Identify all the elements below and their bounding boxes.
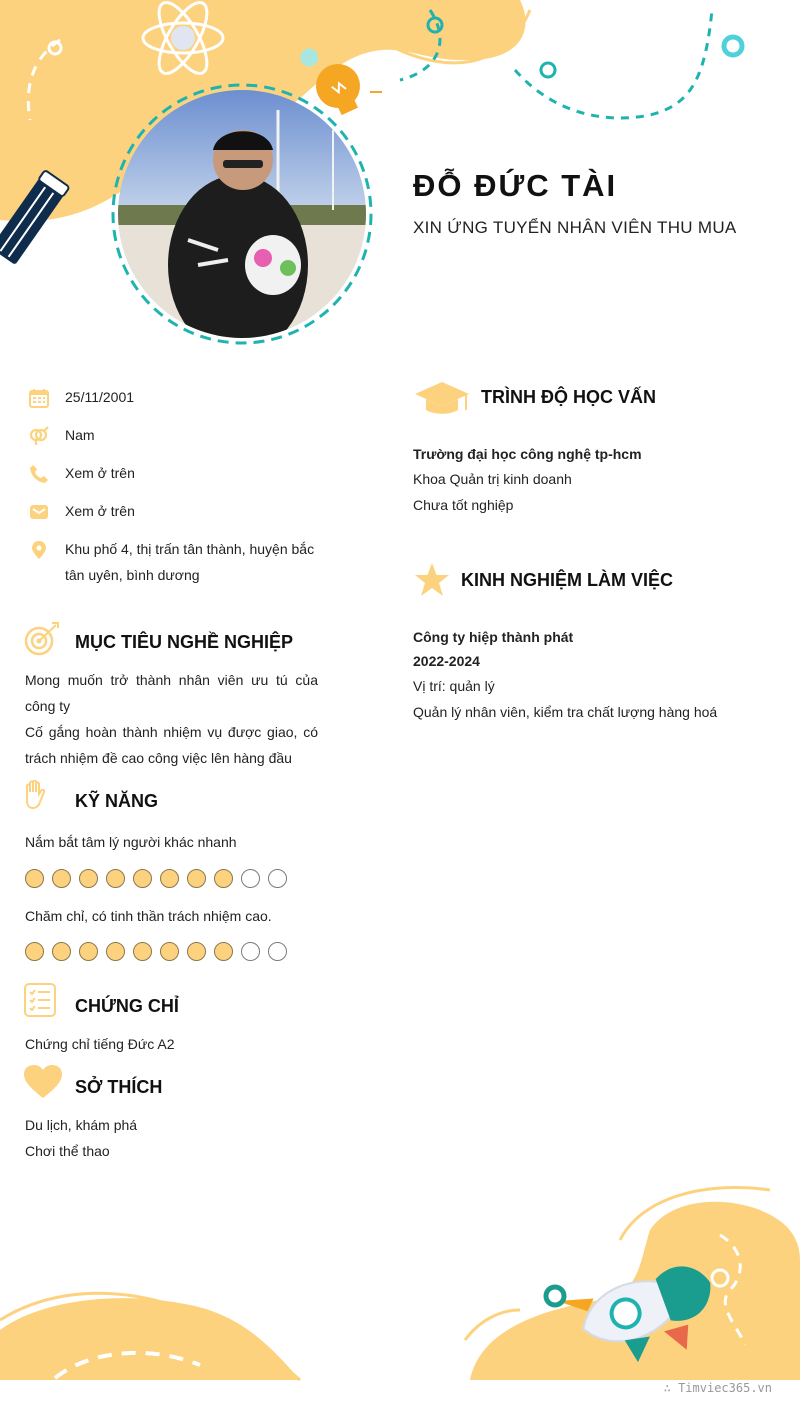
hand-icon xyxy=(24,780,48,812)
rating-dot-filled xyxy=(187,942,206,961)
rating-dot-empty xyxy=(241,869,260,888)
experience-period: 2022-2024 xyxy=(413,653,480,669)
rating-dot-filled xyxy=(52,869,71,888)
contact-phone xyxy=(25,460,325,486)
experience-company: Công ty hiệp thành phát xyxy=(413,629,574,645)
gender-icon xyxy=(29,426,49,446)
hobby-item: Du lịch, khám phá xyxy=(25,1117,138,1133)
hobbies-title: SỞ THÍCH xyxy=(75,1077,163,1097)
phone-text: Xem ở trên xyxy=(65,465,135,481)
education-faculty: Khoa Quản trị kinh doanh xyxy=(413,471,572,487)
rating-dot-filled xyxy=(160,869,179,888)
email-text: Xem ở trên xyxy=(65,503,135,519)
address-text: Khu phố 4, thị trấn tân thành, huyện bắc tân uyên, bình dương xyxy=(65,541,315,583)
rating-dot-empty xyxy=(241,942,260,961)
rating-dot-filled xyxy=(106,869,125,888)
rating-dot-filled xyxy=(25,942,44,961)
rating-dot-empty xyxy=(268,942,287,961)
skill-rating xyxy=(25,942,287,961)
education-school: Trường đại học công nghệ tp-hcm xyxy=(413,446,642,462)
skill-name: Chăm chỉ, có tinh thần trách nhiệm cao. xyxy=(25,908,272,924)
graduation-cap-icon xyxy=(414,380,470,416)
applied-position: XIN ỨNG TUYỂN NHÂN VIÊN THU MUA xyxy=(413,218,737,237)
candidate-name: ĐỖ ĐỨC TÀI xyxy=(413,168,618,203)
star-icon xyxy=(414,563,450,597)
phone-icon xyxy=(29,464,49,484)
experience-title: KINH NGHIỆM LÀM VIỆC xyxy=(461,570,674,590)
rating-dot-filled xyxy=(79,869,98,888)
mail-icon xyxy=(29,502,49,522)
birthday-text: 25/11/2001 xyxy=(65,389,135,405)
rating-dot-filled xyxy=(160,942,179,961)
rating-dot-filled xyxy=(106,942,125,961)
contact-gender xyxy=(25,422,325,448)
rating-dot-filled xyxy=(133,869,152,888)
objective-title: MỤC TIÊU NGHỀ NGHIỆP xyxy=(75,632,294,652)
objective-line-1: Mong muốn trở thành nhân viên ưu tú của công ty xyxy=(25,672,318,714)
experience-role: Vị trí: quản lý xyxy=(413,678,495,694)
avatar-frame xyxy=(108,80,376,348)
education-title: TRÌNH ĐỘ HỌC VẤN xyxy=(481,387,656,407)
contact-email xyxy=(25,498,325,524)
rating-dot-filled xyxy=(79,942,98,961)
rating-dot-empty xyxy=(268,869,287,888)
watermark-text: Timviec365.vn xyxy=(678,1381,772,1395)
contact-birthday xyxy=(25,384,325,410)
rating-dot-filled xyxy=(52,942,71,961)
certificates-title: CHỨNG CHỈ xyxy=(75,996,179,1016)
hobby-item: Chơi thể thao xyxy=(25,1143,110,1159)
rating-dot-filled xyxy=(214,869,233,888)
rating-dot-filled xyxy=(25,869,44,888)
location-pin-icon xyxy=(29,540,49,560)
heart-icon xyxy=(24,1065,62,1099)
avatar xyxy=(118,90,366,338)
calendar-icon xyxy=(29,388,49,408)
checklist-icon xyxy=(24,983,56,1017)
contact-address xyxy=(25,536,325,588)
skill-name: Nắm bắt tâm lý người khác nhanh xyxy=(25,834,237,850)
experience-description: Quản lý nhân viên, kiểm tra chất lượng hàng hoá xyxy=(413,704,718,720)
skills-title: KỸ NĂNG xyxy=(75,791,159,811)
skill-rating xyxy=(25,869,287,888)
objective-line-2: Cố gắng hoàn thành nhiệm vụ được giao, có trách nhiệm đề cao công việc lên hàng đầu xyxy=(25,724,318,766)
watermark: ∴ Timviec365.vn xyxy=(663,1381,772,1395)
rating-dot-filled xyxy=(133,942,152,961)
rating-dot-filled xyxy=(187,869,206,888)
certificate-item: Chứng chỉ tiếng Đức A2 xyxy=(25,1036,175,1052)
rating-dot-filled xyxy=(214,942,233,961)
education-status: Chưa tốt nghiệp xyxy=(413,497,514,513)
gender-text: Nam xyxy=(65,427,95,443)
target-icon xyxy=(24,622,60,656)
